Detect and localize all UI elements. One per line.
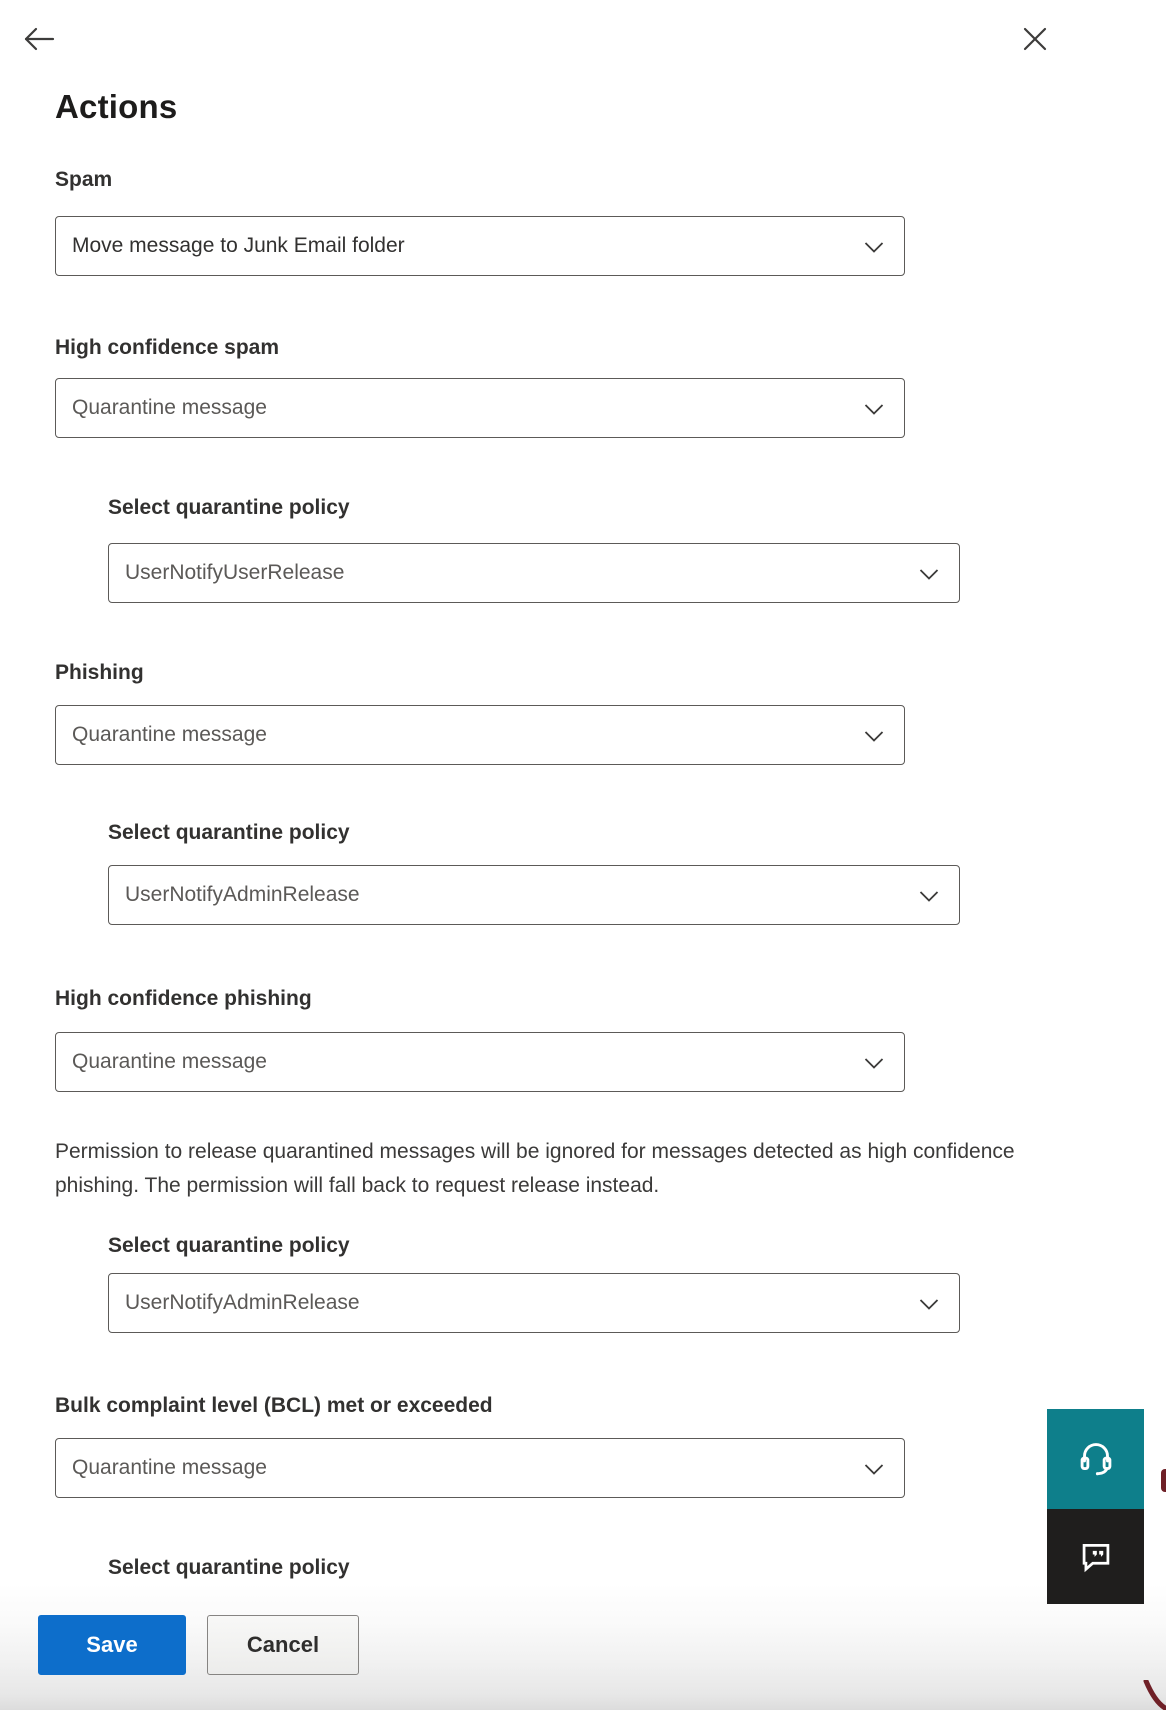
page-title: Actions [55, 88, 178, 125]
chevron-down-icon [861, 1050, 887, 1081]
hcp-quarantine-policy-value: UserNotifyAdminRelease [125, 1291, 360, 1314]
back-button[interactable] [20, 20, 58, 58]
cancel-button[interactable]: Cancel [207, 1615, 359, 1675]
high-confidence-phishing-action-value: Quarantine message [72, 1050, 267, 1073]
hcs-quarantine-policy-dropdown[interactable] [108, 543, 960, 603]
red-edge-artifact [1161, 1469, 1166, 1492]
save-button[interactable]: Save [38, 1615, 186, 1675]
bcl-action-dropdown[interactable] [55, 1438, 905, 1498]
high-confidence-spam-action-value: Quarantine message [72, 396, 267, 419]
chevron-down-icon [916, 883, 942, 914]
high-confidence-spam-label: High confidence spam [55, 336, 280, 359]
hcp-quarantine-policy-dropdown[interactable] [108, 1273, 960, 1333]
high-confidence-spam-action-dropdown[interactable] [55, 378, 905, 438]
chevron-down-icon [861, 723, 887, 754]
phishing-label: Phishing [55, 661, 144, 684]
phishing-quarantine-policy-dropdown[interactable] [108, 865, 960, 925]
chevron-down-icon [916, 1291, 942, 1322]
back-arrow-icon [21, 45, 57, 60]
high-confidence-phishing-label: High confidence phishing [55, 987, 312, 1010]
bcl-quarantine-policy-label-clipped: Select quarantine policy [108, 1556, 350, 1579]
feedback-speech-bubble-icon [1074, 1533, 1118, 1580]
high-confidence-phishing-note: Permission to release quarantined messages will be ignored for messages detected as high confidence phishing. The permission will fall back to request release instead. [55, 1140, 1015, 1197]
bcl-action-value: Quarantine message [72, 1456, 267, 1479]
chevron-down-icon [861, 234, 887, 265]
spam-label: Spam [55, 168, 113, 191]
headset-icon [1073, 1435, 1119, 1484]
hcp-quarantine-policy-label: Select quarantine policy [108, 1234, 350, 1257]
high-confidence-phishing-action-dropdown[interactable] [55, 1032, 905, 1092]
hcs-quarantine-policy-label: Select quarantine policy [108, 496, 350, 519]
close-icon [1019, 43, 1051, 58]
spam-action-dropdown[interactable] [55, 216, 905, 276]
chevron-down-icon [861, 1456, 887, 1487]
footer-bar [0, 1584, 1166, 1710]
chevron-down-icon [861, 396, 887, 427]
feedback-button[interactable] [1047, 1509, 1144, 1604]
phishing-action-dropdown[interactable] [55, 705, 905, 765]
help-button[interactable] [1047, 1409, 1144, 1509]
red-arc-artifact [1143, 1680, 1166, 1710]
phishing-quarantine-policy-value: UserNotifyAdminRelease [125, 883, 360, 906]
bcl-label: Bulk complaint level (BCL) met or exceeded [55, 1394, 493, 1417]
phishing-quarantine-policy-label: Select quarantine policy [108, 821, 350, 844]
spam-action-value: Move message to Junk Email folder [72, 234, 405, 257]
close-button[interactable] [1016, 20, 1054, 58]
chevron-down-icon [916, 561, 942, 592]
hcs-quarantine-policy-value: UserNotifyUserRelease [125, 561, 345, 584]
phishing-action-value: Quarantine message [72, 723, 267, 746]
